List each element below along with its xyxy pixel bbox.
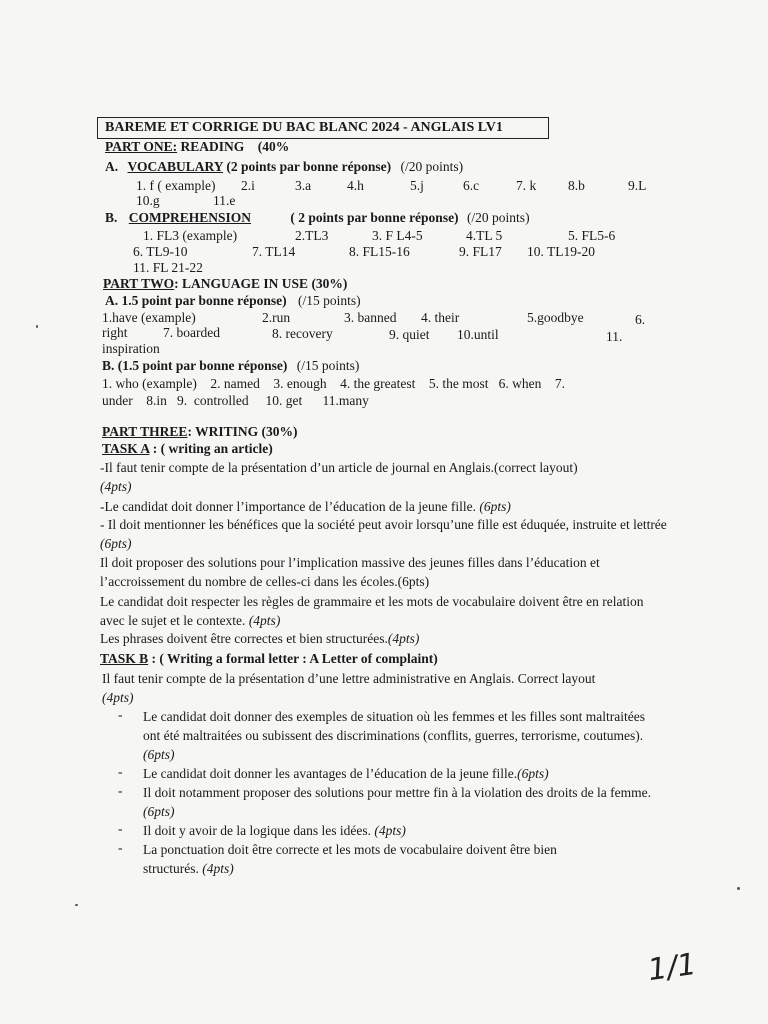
vocab-answer: 7. k [516,178,537,193]
task-b-title: : ( Writing a formal letter : A Letter of complaint) [148,651,438,666]
page-number: 1/1 [645,946,699,989]
task-a-paragraph [100,458,670,496]
task-b-bullet-points: (6pts) [143,804,175,819]
lang-answer: 11. [606,329,623,344]
part-two-a-heading [105,292,361,309]
comprehension-heading [105,209,530,226]
task-b-heading [100,650,438,667]
task-b-bullet-text: La ponctuation doit être correcte et les mots de vocabulaire doivent être bien structurés. [143,842,557,876]
task-a-paragraph [100,592,670,630]
part-one-percent: (40% [257,139,290,154]
task-b-bullet-points: (4pts) [202,861,234,876]
comp-answer: 7. TL14 [252,244,296,259]
vocabulary-points: (/20 points) [400,159,464,174]
part-two-b-rule: B. (1.5 point par bonne réponse) [102,358,288,373]
vocab-answer: 4.h [347,178,364,193]
comprehension-letter: B. [105,210,118,225]
part-three-title: : WRITING (30%) [187,424,298,439]
lang-answer: 2.run [262,310,291,325]
bullet-dash: - [118,783,123,798]
bullet-dash: - [118,821,123,836]
part-one-label: PART ONE: [105,139,178,154]
scan-speck [75,904,78,906]
task-a-p2: -Le candidat doit donner l’importance de l’éducation de la jeune fille. [100,499,476,514]
lang-answer: 10.until [457,327,499,342]
document-title: BAREME ET CORRIGE DU BAC BLANC 2024 - ANGLAIS LV1 [105,120,503,135]
lang-answer: right [102,325,128,340]
comp-answer: 10. TL19-20 [527,244,595,259]
scan-speck [737,887,740,890]
task-b-bullet-points: (6pts) [143,747,175,762]
task-b-label: TASK B [100,651,149,666]
part-three-label: PART THREE [102,424,188,439]
task-a-p3-points: (6pts) [100,536,132,551]
task-b-intro-text: Il faut tenir compte de la présentation d’une lettre administrative en Anglais. Correct layout [102,671,596,686]
comp-answer: 6. TL9-10 [133,244,188,259]
task-b-bullet-text: Le candidat doit donner les avantages de l’éducation de la jeune fille. [143,766,518,781]
task-b-bullet [143,821,658,840]
task-a-p1-points: (4pts) [100,479,132,494]
task-b-bullet [143,840,613,878]
vocabulary-letter: A. [105,159,119,174]
lang-answer: 1.have (example) [102,310,196,325]
lang-answer: 4. their [421,310,460,325]
vocab-answer: 5.j [410,178,424,193]
part-two-label: PART TWO [103,276,175,291]
lang-answer: 8. recovery [272,326,333,341]
bullet-dash: - [118,764,123,779]
part-two-title: : LANGUAGE IN USE (30%) [174,276,348,291]
task-b-bullet-text: Il doit y avoir de la logique dans les idées. [143,823,371,838]
comp-answer: 9. FL17 [459,244,502,259]
part-two-heading [103,275,347,292]
vocabulary-label: VOCABULARY [127,159,224,174]
comp-answer: 11. FL 21-22 [133,260,203,275]
task-b-bullet-text: Il doit notamment proposer des solutions pour mettre fin à la violation des droits de la femme. [143,785,652,800]
scan-speck [36,325,38,328]
task-b-bullet-text: Le candidat doit donner des exemples de situation où les femmes et les filles sont maltraitées ont été maltraitées ou subissent des discriminations (conflits, guerres, terrorisme, coutumes). [143,709,645,743]
task-b-bullet-points: (4pts) [374,823,406,838]
vocab-answer: 9.L [628,178,647,193]
part-two-a-points: (/15 points) [298,293,361,308]
comp-answer: 1. FL3 (example) [143,228,238,243]
task-a-paragraph [100,515,670,553]
task-a-p6-points: (4pts) [387,631,420,646]
vocab-answer: 1. f ( example) [136,178,216,193]
task-a-heading [102,440,273,457]
part-two-b-line-1: 1. who (example) 2. named 3. enough 4. the greatest 5. the most 6. when 7. [102,376,566,391]
bullet-dash: - [118,707,123,722]
lang-answer: inspiration [102,341,160,356]
comp-answer: 3. F L4-5 [372,228,423,243]
part-two-a-rule: A. 1.5 point par bonne réponse) [105,293,287,308]
part-two-b-line-2: under 8.in 9. controlled 10. get 11.many [102,393,369,408]
part-three-heading [102,423,297,440]
bullet-dash: - [118,840,123,855]
task-a-label: TASK A [102,441,150,456]
task-a-title: : ( writing an article) [149,441,273,456]
comp-answer: 8. FL15-16 [349,244,410,259]
part-one-heading [105,138,289,155]
task-b-intro [102,669,667,707]
task-b-bullet [143,783,658,821]
part-two-b-points: (/15 points) [296,358,360,373]
comp-answer: 2.TL3 [295,228,329,243]
task-a-paragraph [100,497,670,516]
task-b-bullet-points: (6pts) [517,766,549,781]
lang-answer: 7. boarded [163,325,220,340]
part-one-title: READING [177,139,245,154]
comprehension-label: COMPREHENSION [128,210,252,225]
part-two-b-heading [102,357,359,374]
comprehension-points: (/20 points) [466,210,530,225]
vocab-answer: 6.c [463,178,480,193]
task-a-p3: - Il doit mentionner les bénéfices que la société peut avoir lorsqu’une fille est éduquée, instruite et lettrée [100,517,667,532]
task-a-p6: Les phrases doivent être correctes et bien structurées. [100,631,388,646]
lang-answer: 9. quiet [389,327,430,342]
vocabulary-heading [105,158,463,175]
vocab-answer: 8.b [568,178,585,193]
task-a-p5: Le candidat doit respecter les règles de grammaire et les mots de vocabulaire doivent être en relation avec le sujet et le contexte. [100,594,644,628]
vocab-answer: 3.a [295,178,312,193]
vocab-answer: 10.g [136,193,160,208]
task-b-bullet [143,764,658,783]
task-a-p1: -Il faut tenir compte de la présentation d’un article de journal en Anglais.(correct layout) [100,460,578,475]
lang-answer: 5.goodbye [527,310,584,325]
comp-answer: 4.TL 5 [466,228,503,243]
comprehension-rule: ( 2 points par bonne réponse) [290,210,459,225]
task-b-bullet [143,707,658,764]
task-b-intro-points: (4pts) [102,690,134,705]
task-a-p2-points: (6pts) [479,499,511,514]
lang-answer: 6. [635,312,646,327]
vocab-answer: 11.e [213,193,236,208]
vocab-answer: 2.i [241,178,255,193]
vocabulary-rule: (2 points par bonne réponse) [223,159,392,174]
comp-answer: 5. FL5-6 [568,228,616,243]
task-a-p5-points: (4pts) [248,613,281,628]
task-a-paragraph [100,629,670,648]
lang-answer: 3. banned [344,310,397,325]
task-a-p4: Il doit proposer des solutions pour l’implication massive des jeunes filles dans l’éducation et l’accroissement du nombre de celles-ci dans les écoles.(6pts) [100,555,600,589]
